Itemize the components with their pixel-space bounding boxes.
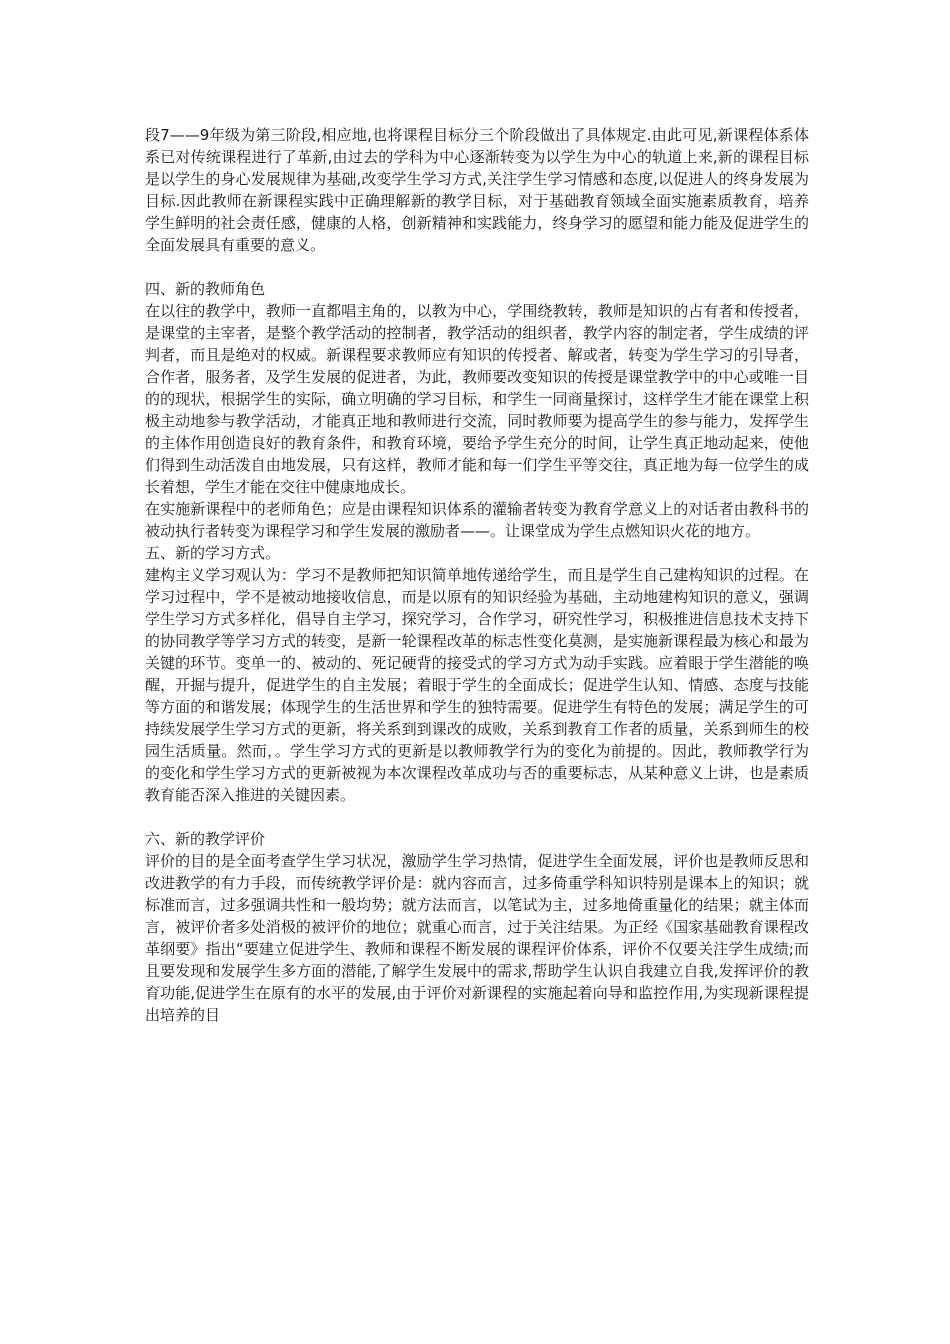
section-6-paragraph-1: 评价的目的是全面考查学生学习状况，激励学生学习热情，促进学生全面发展，评价也是教师反思和改进教学的有力手段，而传统教学评价是：就内容而言，过多倚重学科知识特别是课本上的知识；就标准而言，过多强调共性和一般均势；就方法而言，以笔试为主，过多地倚重量化的结果；就主体而言，被评价者多处消极的被评价的地位；就重心而言，过于关注结果。为正经《国家基础教育课程改革纲要》指出“要建立促进学生、教师和课程不断发展的课程评价体系，评价不仅要关注学生成绩;而且要发现和发展学生多方面的潜能,了解学生发展中的需求,帮助学生认识自我建立自我,发挥评价的教育功能,促进学生在原有的水平的发展,由于评价对新课程的实施起着向导和监控作用,为实现新课程提出培养的目 [145,852,809,1024]
section-4-heading: 四、新的教师角色 [145,280,266,298]
section-6-heading: 六、新的教学评价 [145,830,266,848]
paragraph-gap [145,256,809,278]
section-5-paragraph-1: 建构主义学习观认为：学习不是教师把知识简单地传递给学生，而且是学生自己建构知识的过程。在学习过程中，学不是被动地接收信息，而是以原有的知识经验为基础，主动地建构知识的意义，强调学生学习方式多样化，倡导自主学习，探究学习，合作学习，研究性学习，积极推进信息技术支持下的协同教学等学习方式的转变，是新一轮课程改革的标志性变化莫测，是实施新课程最为核心和最为关键的环节。变单一的、被动的、死记硬背的接受式的学习方式为动手实践。应着眼于学生潜能的唤醒，开掘与提升，促进学生的自主发展；着眼于学生的全面成长；促进学生认知、情感、态度与技能等方面的和谐发展；体现学生的生活世界和学生的独特需要。促进学生有特色的发展；满足学生的可持续发展学生学习方式的更新，将关系到到课改的成败，关系到教育工作者的质量，关系到师生的校园生活质量。然而，。学生学习方式的更新是以教师教学行为的变化为前提的。因此，教师教学行为的变化和学生学习方式的更新被视为本次课程改革成功与否的重要标志，从某种意义上讲，也是素质教育能否深入推进的关键因素。 [145,566,809,804]
section-4-paragraph-2: 在实施新课程中的老师角色；应是由课程知识体系的灌输者转变为教育学意义上的对话者由教科书的被动执行者转变为课程学习和学生发展的激励者——。让课堂成为学生点燃知识火花的地方。 [145,500,809,540]
section-4-paragraph-1: 在以往的教学中，教师一直都唱主角的，以教为中心，学围绕教转，教师是知识的占有者和传授者，是课堂的主宰者，是整个教学活动的控制者，教学活动的组织者，教学内容的制定者，学生成绩的评判者，而且是绝对的权威。新课程要求教师应有知识的传授者、解或者，转变为学生学习的引导者，合作者，服务者，及学生发展的促进者，为此，教师要改变知识的传授是课堂教学中的中心或唯一目的的现状，根据学生的实际，确立明确的学习目标，和学生一同商量探讨，这样学生才能在课堂上积极主动地参与教学活动，才能真正地和教师进行交流，同时教师要为提高学生的参与能力，发挥学生的主体作用创造良好的教育条件，和教育环境，要给予学生充分的时间，让学生真正地动起来，使他们得到生动活泼自由地发展，只有这样，教师才能和每一们学生平等交往，真正地为每一位学生的成长着想，学生才能在交往中健康地成长。 [145,302,809,496]
document-page [145,124,809,1026]
intro-paragraph: 段7——9年级为第三阶段,相应地,也将课程目标分三个阶段做出了具体规定.由此可见,新课程体系体系已对传统课程进行了革新,由过去的学科为中心逐渐转变为以学生为中心的轨道上来,新的课程目标是以学生的身心发展规律为基础,改变学生学习方式,关注学生学习情感和态度,以促进人的终身发展为目标.因此教师在新课程实践中正确理解新的教学目标，对于基础教育领域全面实施素质教育，培养学生鲜明的社会责任感，健康的人格，创新精神和实践能力，终身学习的愿望和能力能及促进学生的全面发展具有重要的意义。 [145,126,809,254]
section-5-heading: 五、新的学习方式。 [145,544,281,562]
paragraph-gap [145,806,809,828]
